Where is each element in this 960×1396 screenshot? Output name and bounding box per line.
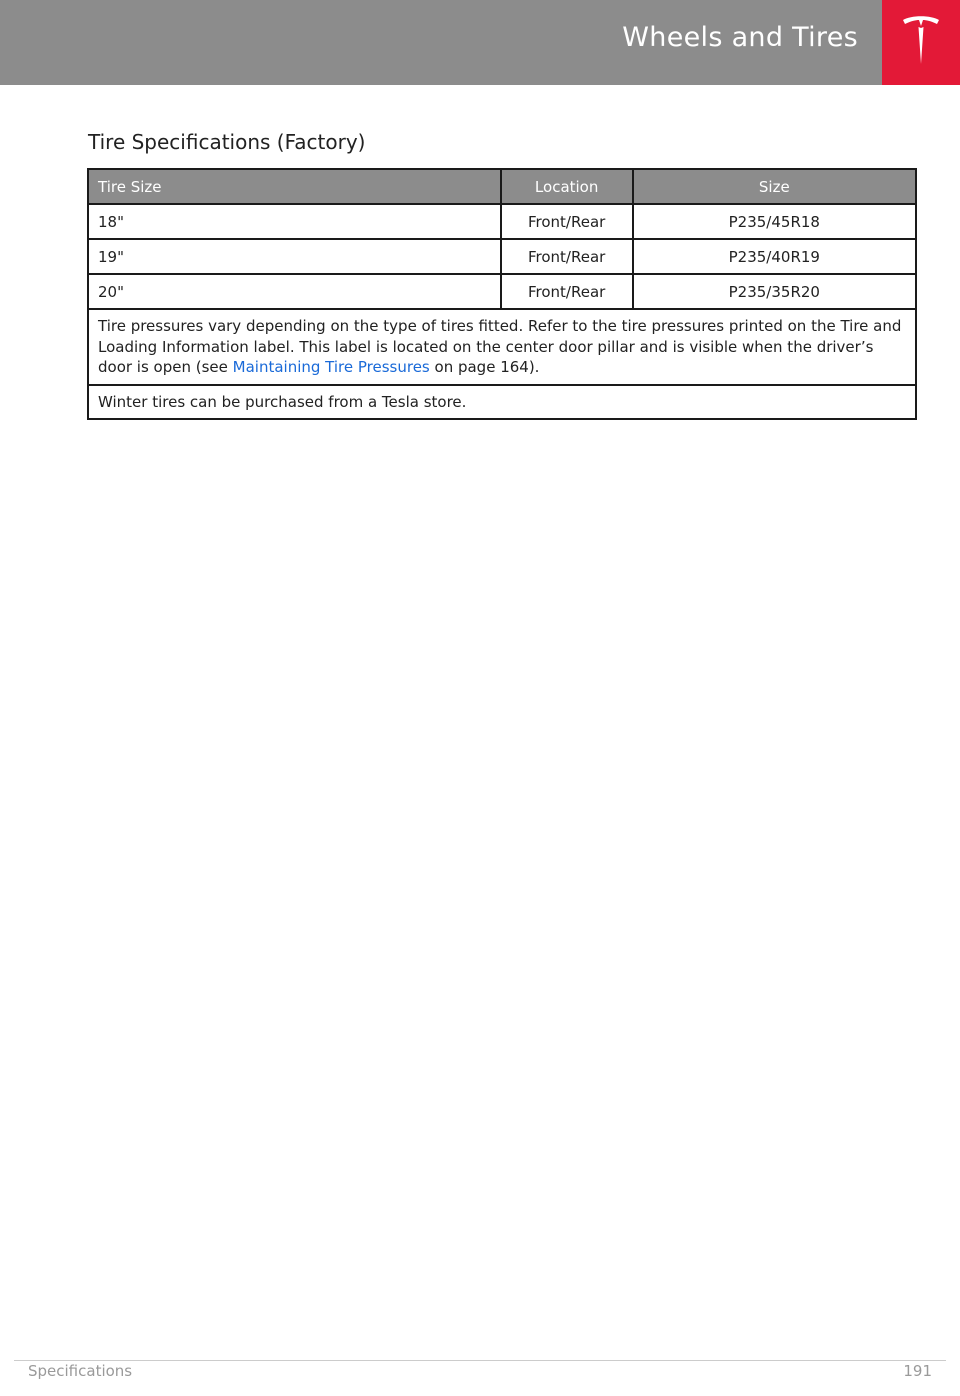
winter-tires-note: Winter tires can be purchased from a Tesla store. — [88, 385, 916, 420]
chapter-title: Wheels and Tires — [622, 22, 858, 53]
page-number: 191 — [903, 1362, 932, 1380]
cell-tire-size: 18" — [88, 204, 501, 239]
table-row — [88, 274, 916, 309]
cell-tire-size: 20" — [88, 274, 501, 309]
cell-size: P235/40R19 — [633, 239, 916, 274]
footer-section-name: Specifications — [28, 1362, 133, 1380]
header-location: Location — [501, 169, 633, 204]
section-title: Tire Specifications (Factory) — [88, 130, 366, 154]
cell-location: Front/Rear — [501, 274, 633, 309]
table-header-row — [88, 169, 916, 204]
footer-divider — [14, 1360, 946, 1361]
cell-location: Front/Rear — [501, 239, 633, 274]
maintaining-tire-pressures-link[interactable]: Maintaining Tire Pressures — [232, 358, 430, 376]
header-tire-size: Tire Size — [88, 169, 501, 204]
table-row — [88, 239, 916, 274]
cell-size: P235/45R18 — [633, 204, 916, 239]
brand-logo-box — [882, 0, 960, 85]
tire-pressure-note — [88, 309, 916, 385]
cell-size: P235/35R20 — [633, 274, 916, 309]
tire-spec-table — [87, 168, 917, 420]
header-size: Size — [633, 169, 916, 204]
cell-tire-size: 19" — [88, 239, 501, 274]
tesla-logo-icon — [901, 14, 941, 68]
table-note-row — [88, 309, 916, 385]
header-bar — [0, 0, 882, 85]
table-note-row — [88, 385, 916, 420]
cell-location: Front/Rear — [501, 204, 633, 239]
note-text: Tire pressures vary depending on the type of tires fitted. Refer to the tire pressures printed on the Tire and Loading Information label. This label is located on the center door pillar and is visible when the driver’s door is open (see — [98, 317, 902, 376]
table-row — [88, 204, 916, 239]
note-text-end: on page 164). — [429, 358, 540, 376]
